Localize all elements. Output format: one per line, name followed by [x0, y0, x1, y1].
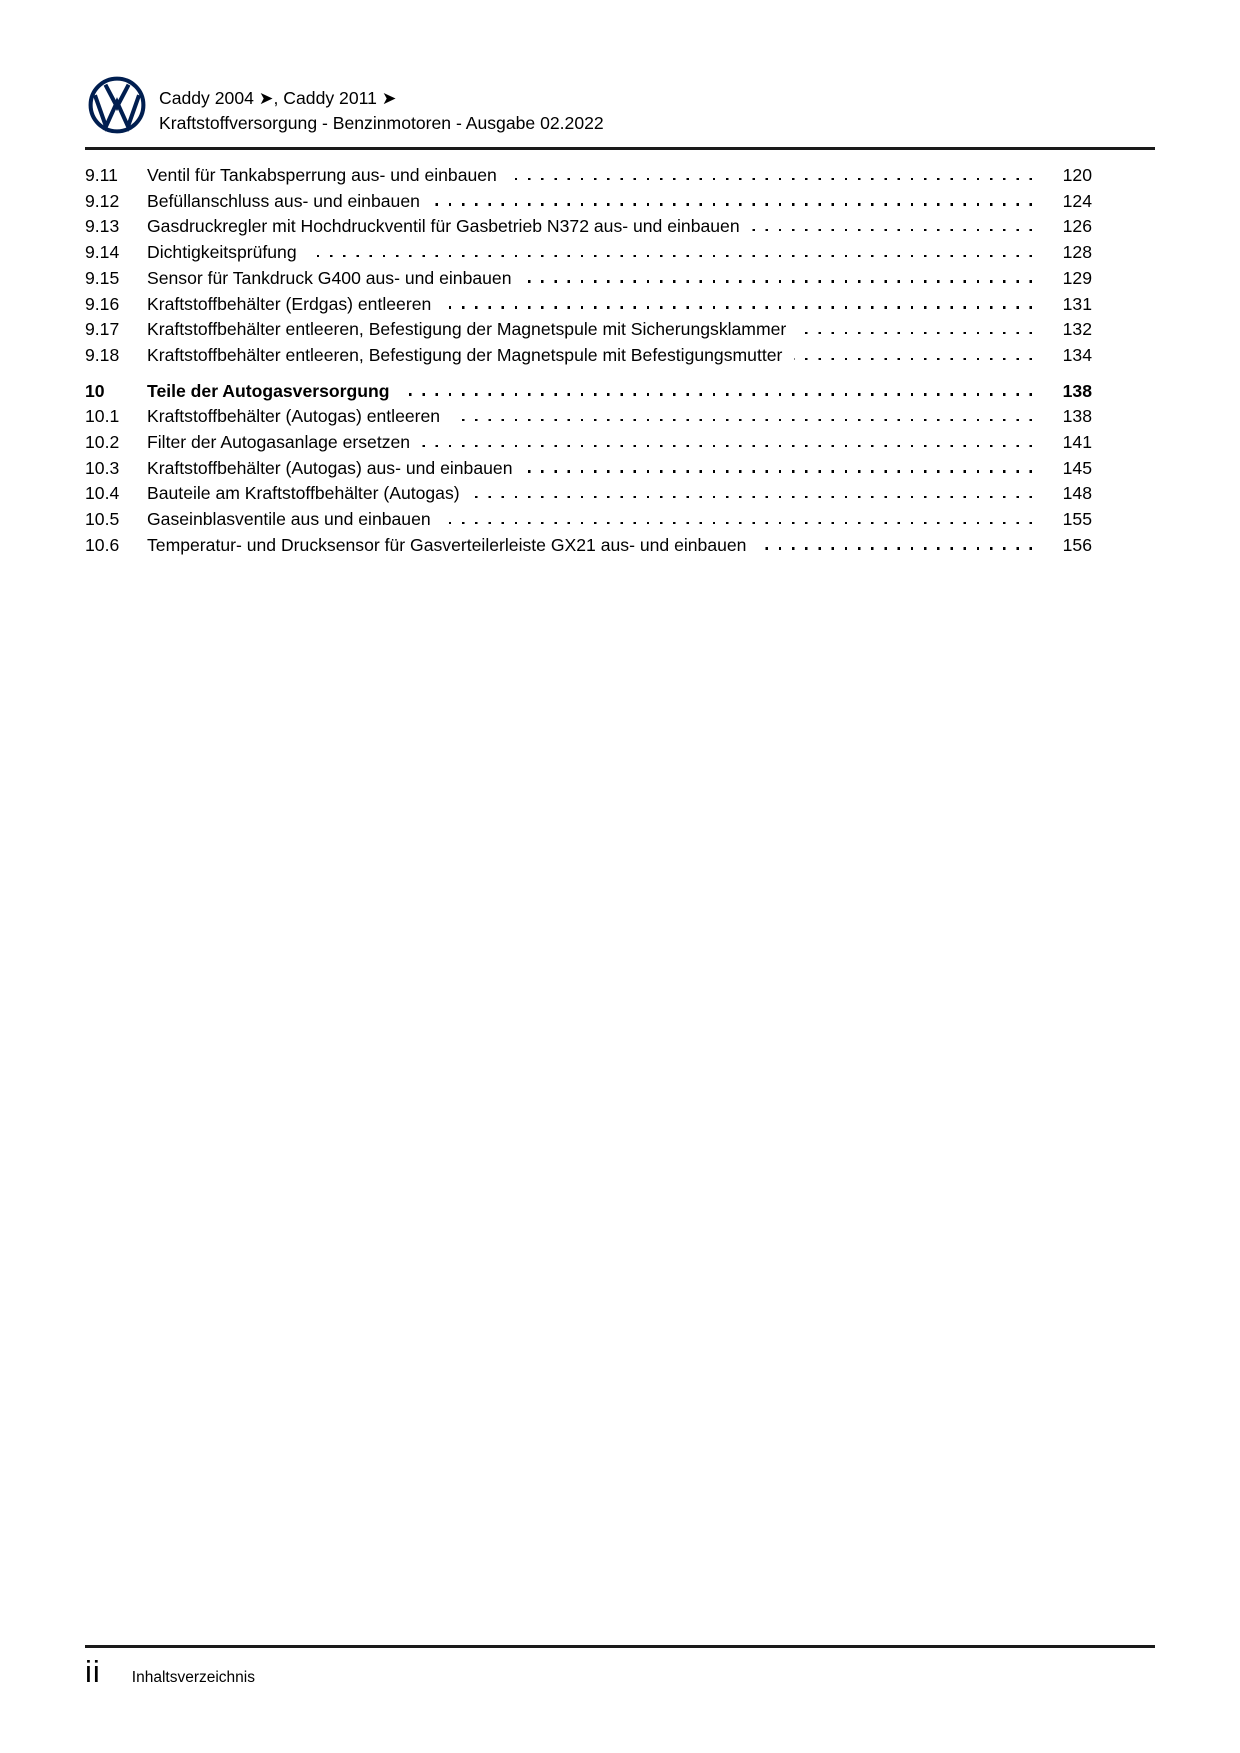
- toc-entry-page: 145: [1062, 457, 1092, 478]
- toc-entry-number: 9.15: [85, 267, 120, 288]
- footer: [85, 1645, 1155, 1689]
- header: [88, 76, 604, 136]
- toc-entry-number: 10.6: [85, 534, 120, 555]
- toc-entry-title: Teile der Autogasversorgung: [147, 380, 390, 401]
- toc-entry-page: 124: [1062, 190, 1092, 211]
- dot-leader: [309, 255, 1032, 257]
- toc-entry-title: Ventil für Tankabsperrung aus- und einbauen: [147, 165, 497, 185]
- toc-entry-body: [147, 379, 1046, 405]
- toc-entry-number: 10: [85, 380, 105, 401]
- toc-entry-page: 155: [1062, 509, 1092, 530]
- dot-leader: [422, 445, 1032, 447]
- toc-entry-page: 131: [1062, 293, 1092, 314]
- header-model-line: Caddy 2004 ➤, Caddy 2011 ➤: [159, 88, 397, 108]
- toc-entry: [85, 533, 1155, 559]
- dot-leader: [758, 547, 1032, 549]
- toc-entry-body: [147, 456, 1046, 482]
- toc-entry: [85, 163, 1155, 189]
- vw-logo-icon: [88, 76, 146, 134]
- toc-entry-title: Sensor für Tankdruck G400 aus- und einbauen: [147, 267, 512, 288]
- dot-leader: [443, 306, 1032, 308]
- toc-entry-body: [147, 214, 1046, 240]
- toc-entry-body: [147, 240, 1046, 266]
- toc-entry-page: 138: [1062, 406, 1092, 427]
- toc-entry-number: 10.1: [85, 406, 120, 427]
- toc-entry-page: 156: [1062, 534, 1092, 555]
- toc-entry-title: Filter der Autogasanlage ersetzen: [147, 432, 411, 453]
- toc-entry-number: 10.3: [85, 457, 120, 478]
- toc-entry: [85, 343, 1155, 369]
- footer-row: [85, 1655, 1155, 1689]
- toc-entry: [85, 189, 1155, 215]
- toc-entry-number: 9.17: [85, 319, 120, 340]
- toc-entry-page: 141: [1062, 432, 1092, 453]
- header-divider: [85, 147, 1155, 150]
- toc-entry-title: Kraftstoffbehälter entleeren, Befestigung der Magnetspule mit Befestigungsmutter: [147, 344, 783, 365]
- toc-entry: [85, 379, 1155, 405]
- toc-entry-number: 9.11: [85, 165, 118, 185]
- toc-entry-number: 9.13: [85, 216, 120, 237]
- dot-leader: [472, 496, 1032, 498]
- toc-entry-number: 10.4: [85, 483, 120, 504]
- toc-entry-body: [147, 163, 1046, 189]
- dot-leader: [798, 332, 1032, 334]
- toc-entry-number: 10.2: [85, 432, 120, 453]
- toc-entry-title: Kraftstoffbehälter (Autogas) aus- und einbauen: [147, 457, 513, 478]
- toc-entry-title: Kraftstoffbehälter (Autogas) entleeren: [147, 406, 441, 427]
- toc-entry-body: [147, 533, 1046, 559]
- toc-entry: [85, 481, 1155, 507]
- footer-divider: [85, 1645, 1155, 1648]
- toc-entry: [85, 214, 1155, 240]
- toc-entry-title: Kraftstoffbehälter entleeren, Befestigung der Magnetspule mit Sicherungsklammer: [147, 319, 787, 340]
- header-text: [159, 76, 604, 136]
- toc-entry-number: 9.18: [85, 344, 120, 365]
- toc-entry-number: 9.16: [85, 293, 120, 314]
- dot-leader: [794, 358, 1032, 360]
- toc-entry-page: 134: [1062, 344, 1092, 365]
- dot-leader: [524, 470, 1032, 472]
- table-of-contents: [85, 163, 1155, 559]
- toc-entry-page: 132: [1062, 319, 1092, 340]
- toc-entry-title: Bauteile am Kraftstoffbehälter (Autogas): [147, 483, 460, 504]
- toc-entry-page: 138: [1062, 380, 1092, 401]
- toc-entry-title: Temperatur- und Drucksensor für Gasverteilerleiste GX21 aus- und einbauen: [147, 534, 747, 555]
- toc-entry: [85, 266, 1155, 292]
- footer-label: Inhaltsverzeichnis: [131, 1669, 255, 1686]
- toc-entry: [85, 317, 1155, 343]
- toc-entry-page: 129: [1062, 267, 1092, 288]
- toc-entry-body: [147, 404, 1046, 430]
- toc-entry-body: [147, 430, 1046, 456]
- toc-entry-number: 9.14: [85, 242, 120, 263]
- toc-entry-page: 128: [1062, 242, 1092, 263]
- toc-entry-number: 10.5: [85, 509, 120, 530]
- dot-leader: [509, 178, 1032, 180]
- toc-entry-body: [147, 481, 1046, 507]
- toc-entry-title: Kraftstoffbehälter (Erdgas) entleeren: [147, 293, 432, 314]
- toc-entry-title: Gaseinblasventile aus und einbauen: [147, 509, 431, 530]
- toc-entry: [85, 430, 1155, 456]
- toc-entry-title: Gasdruckregler mit Hochdruckventil für Gasbetrieb N372 aus- und einbauen: [147, 216, 740, 237]
- toc-entry-body: [147, 317, 1046, 343]
- dot-leader: [524, 280, 1033, 282]
- toc-entry-body: [147, 292, 1046, 318]
- toc-entry: [85, 292, 1155, 318]
- dot-leader: [443, 522, 1032, 524]
- toc-entry: [85, 456, 1155, 482]
- dot-leader: [401, 393, 1032, 395]
- toc-entry-title: Befüllanschluss aus- und einbauen: [147, 190, 420, 211]
- toc-entry-page: 126: [1062, 216, 1092, 237]
- toc-entry-title: Dichtigkeitsprüfung: [147, 242, 297, 263]
- toc-entry: [85, 240, 1155, 266]
- dot-leader: [432, 203, 1032, 205]
- footer-page-number: ii: [85, 1654, 101, 1689]
- toc-entry-page: 120: [1062, 165, 1092, 185]
- toc-entry-body: [147, 507, 1046, 533]
- toc-entry-body: [147, 343, 1046, 369]
- toc-entry-number: 9.12: [85, 190, 120, 211]
- toc-entry-page: 148: [1062, 483, 1092, 504]
- header-doc-line: Kraftstoffversorgung - Benzinmotoren - Ausgabe 02.2022: [159, 113, 604, 133]
- dot-leader: [752, 229, 1032, 231]
- toc-entry-body: [147, 189, 1046, 215]
- toc-entry: [85, 404, 1155, 430]
- toc-entry: [85, 507, 1155, 533]
- dot-leader: [452, 419, 1032, 421]
- toc-entry-body: [147, 266, 1046, 292]
